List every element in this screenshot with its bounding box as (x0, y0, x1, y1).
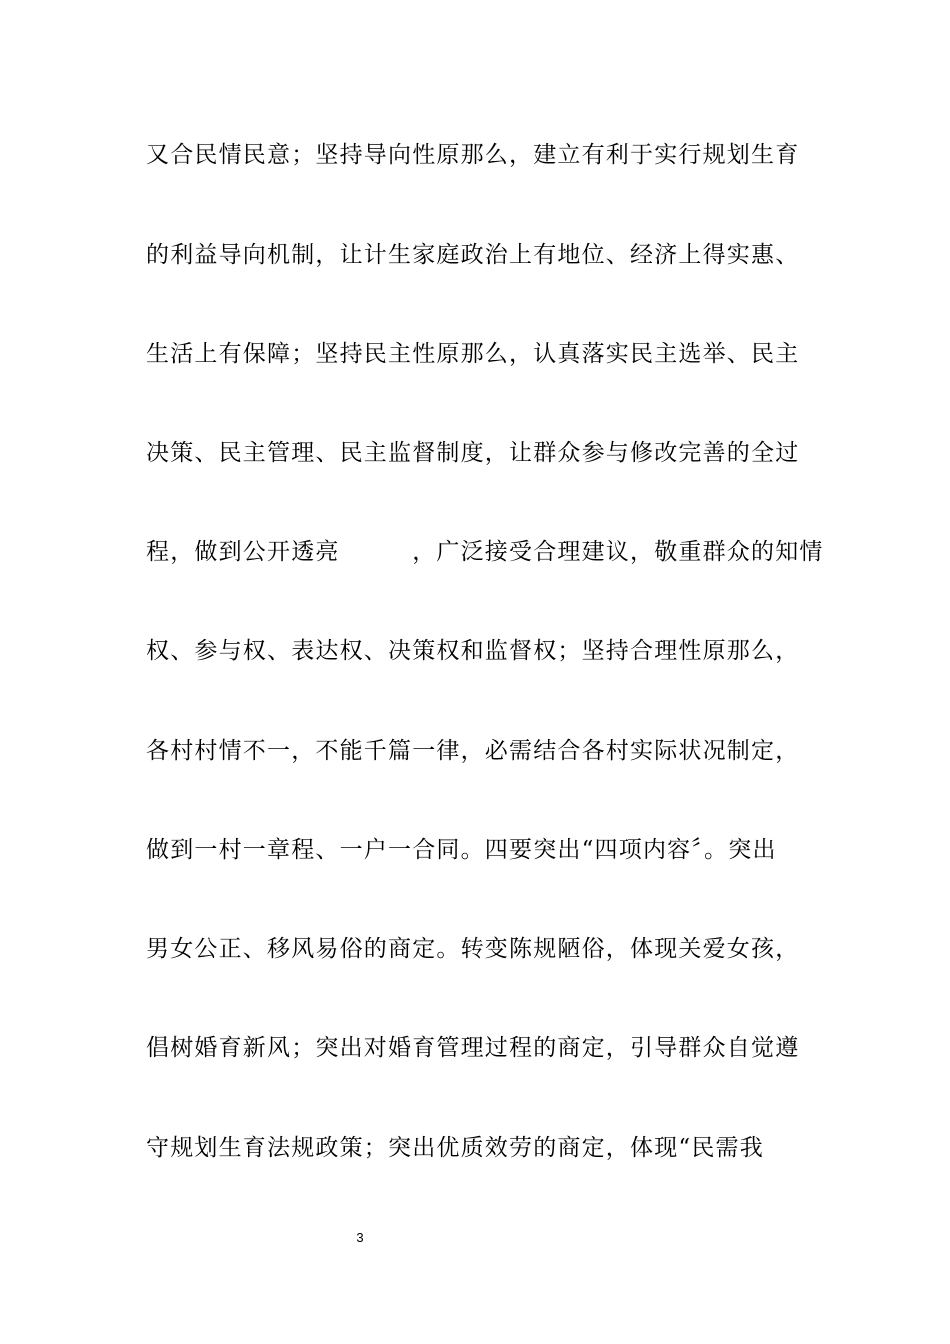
body-text-line: 守规划生育法规政策；突出优质效劳的商定，体现“民需我 (146, 1135, 764, 1161)
body-text-line: 生活上有保障；坚持民主性原那么，认真落实民主选举、民主 (146, 341, 800, 367)
body-text-line: 权、参与权、表达权、决策权和监督权；坚持合理性原那么， (146, 638, 800, 664)
body-text-line: 的利益导向机制，让计生家庭政治上有地位、经济上得实惠、 (146, 242, 800, 268)
body-text-line: 倡树婚育新风；突出对婚育管理过程的商定，引导群众自觉遵 (146, 1035, 800, 1061)
body-text-line: 做到一村一章程、一户一合同。四要突出“四项内容〞。突出 (146, 837, 777, 863)
body-text-line: 各村村情不一，不能千篇一律，必需结合各村实际状况制定， (146, 738, 800, 764)
body-text-line: 又合民情民意；坚持导向性原那么，建立有利于实行规划生育 (146, 142, 800, 168)
body-text-line: 决策、民主管理、民主监督制度，让群众参与修改完善的全过 (146, 440, 800, 466)
body-text-line: 程，做到公开透亮 ，广泛接受合理建议，敬重群众的知情 (146, 539, 824, 565)
body-text-line: 男女公正、移风易俗的商定。转变陈规陋俗，体现关爱女孩， (146, 936, 800, 962)
page-number: 3 (356, 1230, 364, 1245)
